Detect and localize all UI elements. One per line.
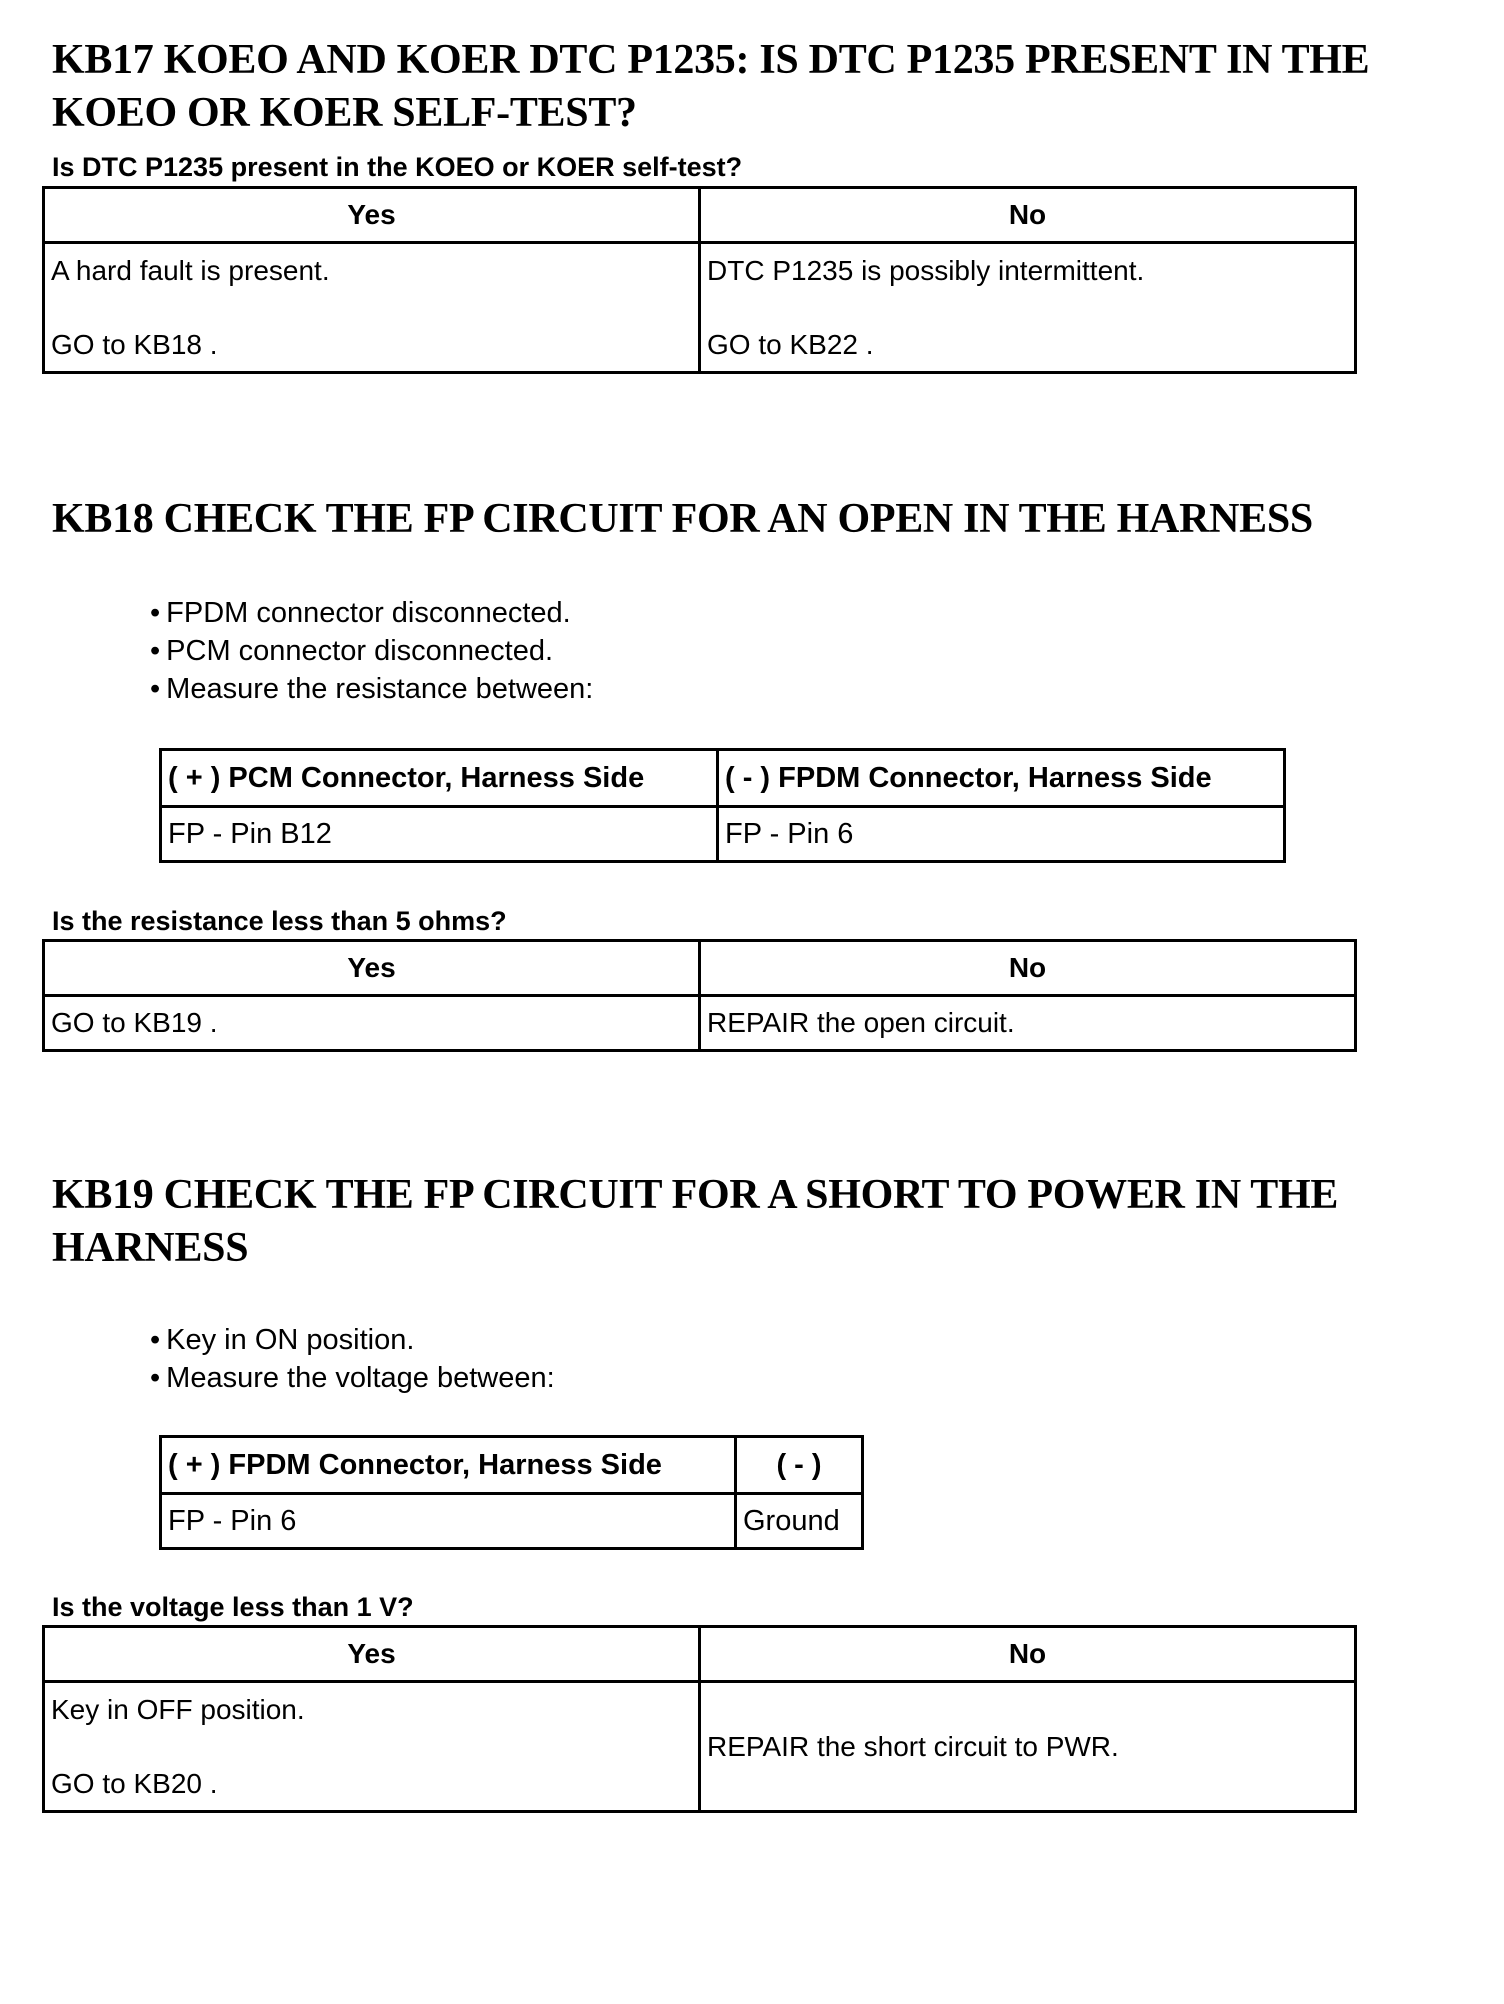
kb17-no-cell xyxy=(700,243,1356,373)
kb17-yes-line1: A hard fault is present. xyxy=(51,255,330,286)
kb18-bullet: • FPDM connector disconnected. xyxy=(150,594,593,632)
kb18-measurement-table xyxy=(159,748,1286,863)
kb18-bullet-list xyxy=(150,594,593,708)
kb18-question: Is the resistance less than 5 ohms? xyxy=(52,906,507,936)
kb19-no-cell: REPAIR the short circuit to PWR. xyxy=(700,1682,1356,1812)
kb19-bullet: • Measure the voltage between: xyxy=(150,1359,555,1397)
kb18-fpdm-pin: FP - Pin 6 xyxy=(718,807,1285,862)
kb17-heading: KB17 KOEO AND KOER DTC P1235: IS DTC P1235 PRESENT IN THE KOEO OR KOER SELF-TEST? xyxy=(52,37,1370,136)
kb18-fpdm-connector-header: ( - ) FPDM Connector, Harness Side xyxy=(718,750,1285,807)
kb18-yes-header: Yes xyxy=(44,941,700,996)
kb19-fpdm-pin: FP - Pin 6 xyxy=(161,1494,736,1549)
kb18-bullet: • Measure the resistance between: xyxy=(150,670,593,708)
kb18-pcm-pin: FP - Pin B12 xyxy=(161,807,718,862)
kb17-no-header: No xyxy=(700,188,1356,243)
kb18-decision-table xyxy=(42,939,1357,1052)
kb19-yes-line1: Key in OFF position. xyxy=(51,1694,305,1725)
kb19-yes-header: Yes xyxy=(44,1627,700,1682)
kb19-bullet: • Key in ON position. xyxy=(150,1321,555,1359)
kb19-heading: KB19 CHECK THE FP CIRCUIT FOR A SHORT TO POWER IN THE HARNESS xyxy=(52,1172,1339,1271)
kb18-no-cell: REPAIR the open circuit. xyxy=(700,996,1356,1051)
kb19-decision-table xyxy=(42,1625,1357,1813)
kb19-bullet-list xyxy=(150,1321,555,1397)
kb18-bullet: • PCM connector disconnected. xyxy=(150,632,593,670)
kb19-measurement-table xyxy=(159,1435,864,1550)
kb18-no-header: No xyxy=(700,941,1356,996)
kb17-yes-line2: GO to KB18 . xyxy=(51,329,218,360)
kb17-question: Is DTC P1235 present in the KOEO or KOER self-test? xyxy=(52,152,743,182)
kb18-pcm-connector-header: ( + ) PCM Connector, Harness Side xyxy=(161,750,718,807)
kb19-no-header: No xyxy=(700,1627,1356,1682)
kb19-fpdm-connector-header: ( + ) FPDM Connector, Harness Side xyxy=(161,1437,736,1494)
kb17-no-line2: GO to KB22 . xyxy=(707,329,874,360)
kb17-yes-cell xyxy=(44,243,700,373)
kb19-yes-cell xyxy=(44,1682,700,1812)
kb19-yes-line2: GO to KB20 . xyxy=(51,1768,218,1799)
kb19-ground-header: ( - ) xyxy=(736,1437,863,1494)
kb17-no-line1: DTC P1235 is possibly intermittent. xyxy=(707,255,1145,286)
kb17-decision-table xyxy=(42,186,1357,374)
kb19-ground-value: Ground xyxy=(736,1494,863,1549)
kb18-yes-cell: GO to KB19 . xyxy=(44,996,700,1051)
kb18-heading: KB18 CHECK THE FP CIRCUIT FOR AN OPEN IN THE HARNESS xyxy=(52,496,1313,542)
kb17-yes-header: Yes xyxy=(44,188,700,243)
kb19-question: Is the voltage less than 1 V? xyxy=(52,1592,414,1622)
